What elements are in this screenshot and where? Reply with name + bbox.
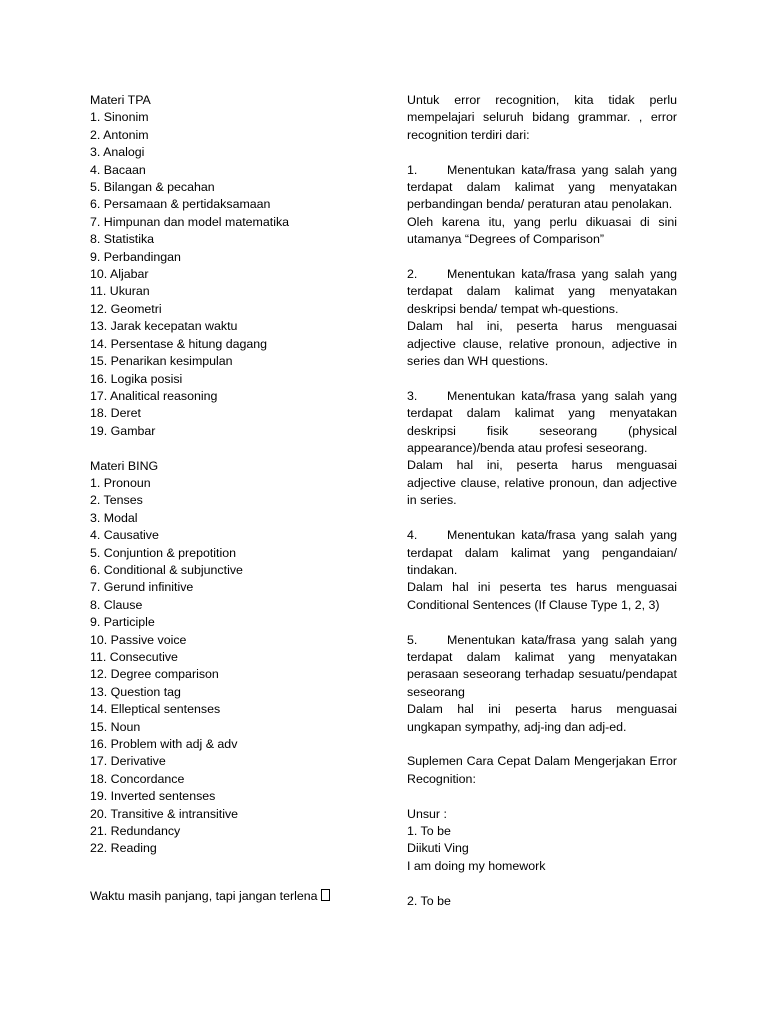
list-item: 18. Deret — [90, 406, 141, 421]
spacer — [407, 788, 677, 805]
point-block — [407, 388, 677, 510]
list-item: 8. Clause — [90, 597, 143, 612]
list-item: 12. Degree comparison — [90, 667, 219, 682]
point-body: Menentukan kata/frasa yang salah yang terdapat dalam kalimat yang pengandaian/ tindakan. — [407, 528, 677, 577]
spacer — [407, 875, 677, 892]
point-block — [407, 527, 677, 614]
suplemen-heading: Suplemen Cara Cepat Dalam Mengerjakan Error Recognition: — [407, 754, 677, 786]
list-item: 3. Modal — [90, 510, 138, 525]
list-item: 16. Logika posisi — [90, 371, 183, 386]
bing-list — [90, 475, 375, 858]
spacer — [407, 249, 677, 266]
closing-line — [90, 888, 375, 905]
point-number: 5. — [407, 632, 418, 647]
list-item: 4. Causative — [90, 528, 159, 543]
point-number: 3. — [407, 388, 418, 403]
spacer — [90, 858, 375, 888]
list-item: 2. Antonim — [90, 127, 149, 142]
point-text — [407, 266, 677, 318]
list-item: 1. Sinonim — [90, 110, 149, 125]
spacer — [407, 736, 677, 753]
list-item: 16. Problem with adj & adv — [90, 737, 238, 752]
spacer — [407, 614, 677, 631]
list-item: 5. Bilangan & pecahan — [90, 180, 215, 195]
list-item: 14. Persentase & hitung dagang — [90, 336, 268, 351]
unsur-line: 1. To be — [407, 823, 451, 838]
list-item: 9. Perbandingan — [90, 249, 181, 264]
list-item: 19. Inverted sentenses — [90, 789, 216, 804]
list-item: 21. Redundancy — [90, 824, 181, 839]
list-item: 2. Tenses — [90, 493, 143, 508]
point-number: 2. — [407, 267, 418, 282]
point-body: Menentukan kata/frasa yang salah yang terdapat dalam kalimat yang menyatakan perasaan seseorang terhadap sesuatu/pendapat seseorang — [407, 632, 677, 699]
left-column — [90, 92, 375, 905]
list-item: 7. Gerund infinitive — [90, 580, 194, 595]
list-item: 20. Transitive & intransitive — [90, 806, 239, 821]
list-item: 3. Analogi — [90, 145, 145, 160]
point-body: Menentukan kata/frasa yang salah yang terdapat dalam kalimat yang menyatakan perbandingan benda/ peraturan atau penolakan. — [407, 162, 677, 212]
list-item: 10. Passive voice — [90, 632, 187, 647]
list-item: 12. Geometri — [90, 301, 162, 316]
unsur-heading: Unsur : — [407, 806, 447, 821]
list-item: 10. Aljabar — [90, 267, 149, 282]
spacer — [90, 440, 375, 457]
unsur-line: I am doing my homework — [407, 858, 546, 873]
list-item: 4. Bacaan — [90, 162, 146, 177]
list-item: 7. Himpunan dan model matematika — [90, 214, 290, 229]
tpa-list — [90, 109, 375, 440]
point-body: Menentukan kata/frasa yang salah yang terdapat dalam kalimat yang menyatakan deskripsi benda/ tempat wh-questions. — [407, 267, 677, 316]
unsur-line: Diikuti Ving — [407, 841, 469, 856]
point-text — [407, 632, 677, 702]
point-number: 4. — [407, 528, 418, 543]
closing-text: Waktu masih panjang, tapi jangan terlena — [90, 888, 318, 903]
list-item: 9. Participle — [90, 615, 155, 630]
spacer — [407, 144, 677, 161]
point-block — [407, 632, 677, 736]
list-item: 6. Conditional & subjunctive — [90, 562, 243, 577]
unsur-line: 2. To be — [407, 893, 451, 908]
point-note: Oleh karena itu, yang perlu dikuasai di sini utamanya “Degrees of Comparison” — [407, 214, 677, 247]
missing-glyph-box-icon — [321, 889, 330, 901]
point-note: Dalam hal ini peserta tes harus menguasai Conditional Sentences (If Clause Type 1, 2, 3) — [407, 580, 677, 612]
list-item: 11. Consecutive — [90, 649, 178, 664]
point-note: Dalam hal ini peserta harus menguasai ungkapan sympathy, adj-ing dan adj-ed. — [407, 702, 677, 734]
point-text — [407, 527, 677, 579]
point-block — [407, 162, 677, 249]
list-item: 13. Question tag — [90, 684, 181, 699]
list-item: 1. Pronoun — [90, 475, 151, 490]
point-body: Menentukan kata/frasa yang salah yang terdapat dalam kalimat yang menyatakan deskripsi fisik seseorang (physical appearance)/benda atau profesi seseorang. — [407, 388, 677, 456]
list-item: 15. Noun — [90, 719, 141, 734]
list-item: 14. Elleptical sentenses — [90, 702, 221, 717]
bing-heading: Materi BING — [90, 458, 159, 473]
right-column — [407, 92, 677, 910]
spacer — [407, 510, 677, 527]
point-note: Dalam hal ini, peserta harus menguasai adjective clause, relative pronoun, dan adjective in series. — [407, 458, 677, 508]
list-item: 13. Jarak kecepatan waktu — [90, 319, 238, 334]
point-note: Dalam hal ini, peserta harus menguasai adjective clause, relative pronoun, adjective in series dan WH questions. — [407, 319, 677, 369]
tpa-heading: Materi TPA — [90, 93, 151, 107]
list-item: 17. Analitical reasoning — [90, 388, 218, 403]
spacer — [407, 370, 677, 387]
list-item: 15. Penarikan kesimpulan — [90, 354, 233, 369]
intro-paragraph: Untuk error recognition, kita tidak perlu mempelajari seluruh bidang grammar. , error recognition terdiri dari: — [407, 93, 677, 142]
point-text — [407, 162, 677, 214]
list-item: 6. Persamaan & pertidaksamaan — [90, 197, 271, 212]
list-item: 17. Derivative — [90, 754, 166, 769]
point-text — [407, 388, 677, 458]
list-item: 22. Reading — [90, 841, 157, 856]
list-item: 19. Gambar — [90, 423, 156, 438]
list-item: 5. Conjuntion & prepotition — [90, 545, 237, 560]
point-block — [407, 266, 677, 370]
list-item: 8. Statistika — [90, 232, 155, 247]
point-number: 1. — [407, 162, 418, 177]
list-item: 11. Ukuran — [90, 284, 150, 299]
list-item: 18. Concordance — [90, 771, 185, 786]
